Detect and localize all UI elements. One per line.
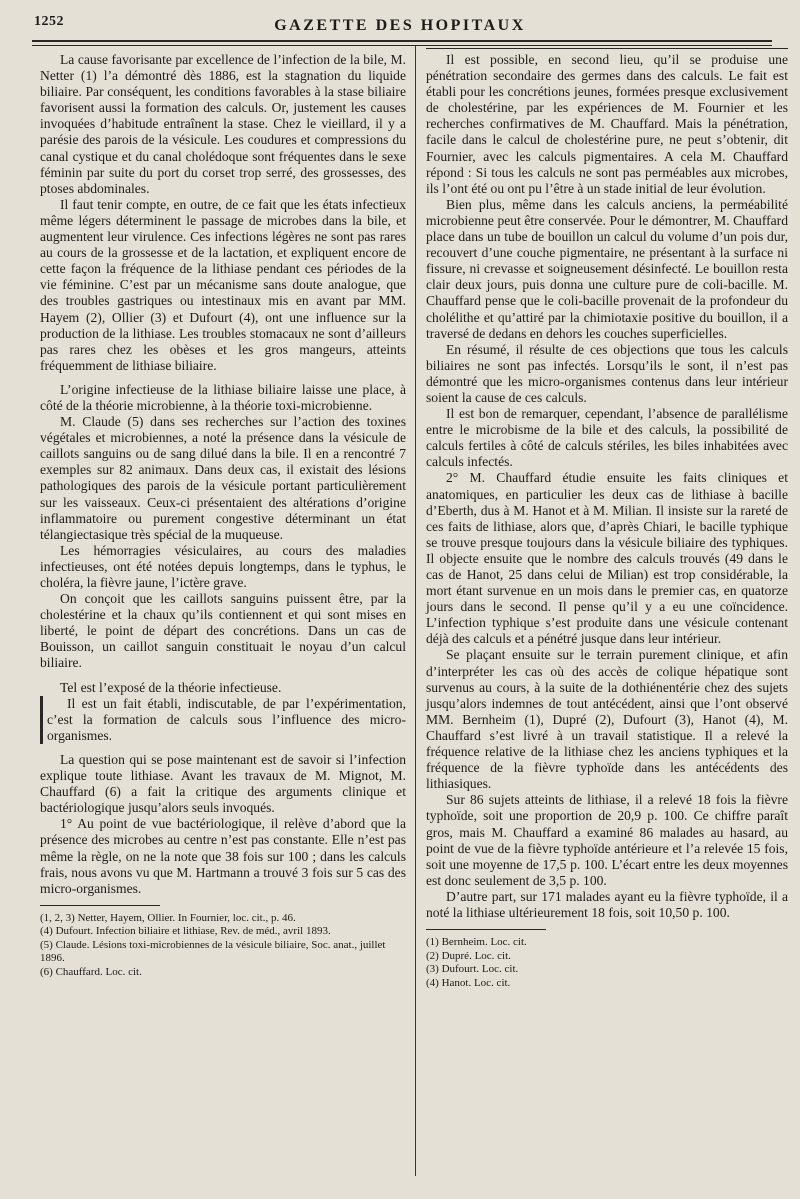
paragraph: 2° M. Chauffard étudie ensuite les faits cliniques et anatomiques, en particulier les deux cas de lithiase à bacille d’Eberth, dus à M. Hanot et à M. Milian. Il insiste sur la rareté de ces faits de lithiase, alors que, d’après Chiari, le bacille typhique se trouve presque toujours dans la vésicule biliaire des typhiques. Il objecte ensuite que le nombre des calculs trouvés (49 dans le cas de Hanot, 25 dans celui de Milian) est trop considérable, la mort étant survenue en un mois dans le premier cas, en quatorze jours dans le second. Il pense qu’il y a eu une coïncidence. L’infection typhique s’est produite dans une vésicule contenant déjà des calculs et a pénétré jusque dans leur intérieur. (426, 470, 788, 647)
footnote: (3) Dufourt. Loc. cit. (426, 963, 519, 976)
paragraph: Sur 86 sujets atteints de lithiase, il a relevé 18 fois la fièvre typhoïde, soit une proportion de 20,9 p. 100. Ce chiffre paraît gros, mais M. Chauffard a examiné 86 malades au hasard, au point de vue de la fièvre typhoïde antérieure et l’a relevée 15 fois, soit une moyenne de 17,5 p. 100. L’écart entre les deux moyennes est donc seulement de 3,5 p. 100. (426, 792, 788, 888)
right-column-top-rule (426, 48, 788, 49)
paragraph: 1° Au point de vue bactériologique, il relève d’abord que la présence des microbes au centre n’est pas constante. Elle n’est pas même la règle, on ne la note que 38 fois sur 100 ; dans les calculs frais, nous avons vu que M. Hartmann a trouvé 3 fois sur 5 cas des micro-organismes. (40, 816, 406, 896)
footnote: (4) Dufourt. Infection biliaire et lithiase, Rev. de méd., avril 1893. (40, 925, 331, 938)
paragraph: Il est possible, en second lieu, qu’il se produise une pénétration secondaire des germes dans des calculs. Le fait est établi pour les concrétions jeunes, formées presque exclusivement de cholestérine, par les expériences de M. Fournier et les recherches confirmatives de M. Chauffard. Mais la pénétration, facile dans le calcul de cholestérine pure, ne peut s’obtenir, dit Fournier, avec les calculs pigmentaires. A cela M. Chauffard répond : Si tous les calculs ne sont pas perméables aux microbes, ils l’ont été ou ont pu l’être à un stade initial de leur évolution. (426, 52, 788, 196)
footnote-rule (426, 929, 546, 930)
footnote: (2) Dupré. Loc. cit. (426, 949, 511, 962)
right-column (426, 52, 788, 990)
paragraph: La cause favorisante par excellence de l’infection de la bile, M. Netter (1) l’a démontré dès 1886, est la stagnation du liquide biliaire. Par conséquent, les conditions favorables à la stase biliaire favorisent aussi la formation des calculs. Or, justement les causes invoquées d’habitude entraînent la stase. Chez le vieillard, il y a parésie des parois de la vésicule. Les coudures et compressions du canal cystique et du canal cholédoque sont fréquentes dans le sexe féminin par suite du port du corset trop serré, des grossesses, des ptoses abdominales. (40, 52, 406, 196)
paragraph: On conçoit que les caillots sanguins puissent être, par la cholestérine et la chaux qu’ils contiennent et qui sont mises en liberté, le point de départ des concrétions. Dans un cas de Bouisson, un caillot sanguin constituait le noyau d’un calcul biliaire. (40, 591, 406, 671)
footnotes (40, 912, 406, 980)
page-number: 1252 (34, 14, 64, 29)
paragraph: D’autre part, sur 171 malades ayant eu la fièvre typhoïde, il a noté la lithiase ultérieurement 18 fois, soit 10,50 p. 100. (426, 888, 788, 920)
footnote: (1, 2, 3) Netter, Hayem, Ollier. In Fournier, loc. cit., p. 46. (40, 911, 296, 924)
page-title: GAZETTE DES HOPITAUX (274, 17, 526, 34)
paragraph: M. Claude (5) dans ses recherches sur l’action des toxines végétales et microbiennes, a noté la présence dans la vésicule de caillots sanguins ou de sang dilué dans la bile. Il en a rencontré 7 exemples sur 82 animaux. Dans deux cas, il existait des lésions pathologiques des parois de la vésicule portant particulièrement sur les vaisseaux. Ceux-ci présentaient des altérations d’origine inflammatoire ou purement congestive déterminant un état télangiectasique très spécial de la muqueuse. (40, 414, 406, 542)
paragraph: L’origine infectieuse de la lithiase biliaire laisse une place, à côté de la théorie microbienne, à la théorie toxi-microbienne. (40, 381, 406, 413)
paragraph: Il faut tenir compte, en outre, de ce fait que les états infectieux même légers déterminent le passage de microbes dans la bile, et augmentent leur virulence. Ces infections légères ne sont pas rares au cours de la grossesse et de la lactation, et expliquent encore de cette façon la fréquence de la lithiase pendant ces périodes de la vie féminine. C’est par un mécanisme sans doute analogue, que des troubles gastriques ou intestinaux mis en avant par MM. Hayem (2), Ollier (3) et Dufourt (4), ont une influence sur la production de la lithiase. Les troubles stomacaux ne sont d’ailleurs pas rares chez les obèses et les gros mangeurs, atteints fréquemment de lithiase biliaire. (40, 196, 406, 373)
footnote-rule (40, 905, 160, 906)
paragraph: En résumé, il résulte de ces objections que tous les calculs biliaires ne sont pas infectés. Lorsqu’ils le sont, il n’est pas démontré que les micro-organismes contenus dans leur intérieur soient la cause de ces calculs. (426, 341, 788, 405)
footnotes (426, 936, 788, 990)
paragraph: Il est bon de remarquer, cependant, l’absence de parallélisme entre le microbisme de la bile et des calculs, la possibilité de calculs fertiles à côté de calculs stériles, les biles inhabitées avec calculs infectés. (426, 406, 788, 470)
footnote: (1) Bernheim. Loc. cit. (426, 936, 527, 949)
footnote: (5) Claude. Lésions toxi-microbiennes de la vésicule biliaire, Soc. anat., juillet 1896. (40, 938, 386, 965)
paragraph: Tel est l’exposé de la théorie infectieuse. (60, 679, 282, 695)
left-column (40, 52, 406, 979)
paragraph: Il est un fait établi, indiscutable, de par l’expérimentation, c’est la formation de calculs sous l’influence des micro-organismes. (40, 696, 406, 744)
footnote: (6) Chauffard. Loc. cit. (40, 965, 142, 978)
paragraph: Les hémorragies vésiculaires, au cours des maladies infectieuses, ont été notées depuis longtemps, dans le typhus, le choléra, la fièvre jaune, l’ictère grave. (40, 542, 406, 590)
column-divider (415, 46, 416, 1176)
paragraph: Se plaçant ensuite sur le terrain purement clinique, et afin d’interpréter les cas où des accès de colique hépatique sont survenus au cours, à la suite de la dothiénentérie chez des sujets jusqu’alors indemnes de tout antécédent, ainsi que l’ont observé MM. Bernheim (1), Dupré (2), Dufourt (3), Hanot (4), M. Chauffard s’est livré à un travail statistique. Il a relevé la fréquence relative de la lithiase chez les anciens typhiques et la fréquence de la fièvre typhoïde dans les antécédents des lithiasiques. (426, 647, 788, 792)
paragraph: La question qui se pose maintenant est de savoir si l’infection explique toute lithiase. Avant les travaux de M. Mignot, M. Chauffard (6) a fait la critique des arguments clinique et bactériologique jusqu’alors seuls invoqués. (40, 751, 406, 816)
paragraph: Bien plus, même dans les calculs anciens, la perméabilité microbienne peut être conservée. Pour le démontrer, M. Chauffard place dans un tube de bouillon un calcul du volume d’un pois dur, recouvert d’une couche pigmentaire, ne présentant à la surface ni fissure, ni crevasse et soigneusement désinfecté. Le bouillon resta clair deux jours, puis donna une culture pure de coli-bacille. M. Chauffard pense que le coli-bacille provenait de la profondeur du cholélithe et qu’attiré par la chimiotaxie positive du bouillon, il a traversé de dedans en dehors les couches superficielles. (426, 196, 788, 341)
footnote: (4) Hanot. Loc. cit. (426, 976, 511, 989)
header-rule (32, 40, 772, 46)
